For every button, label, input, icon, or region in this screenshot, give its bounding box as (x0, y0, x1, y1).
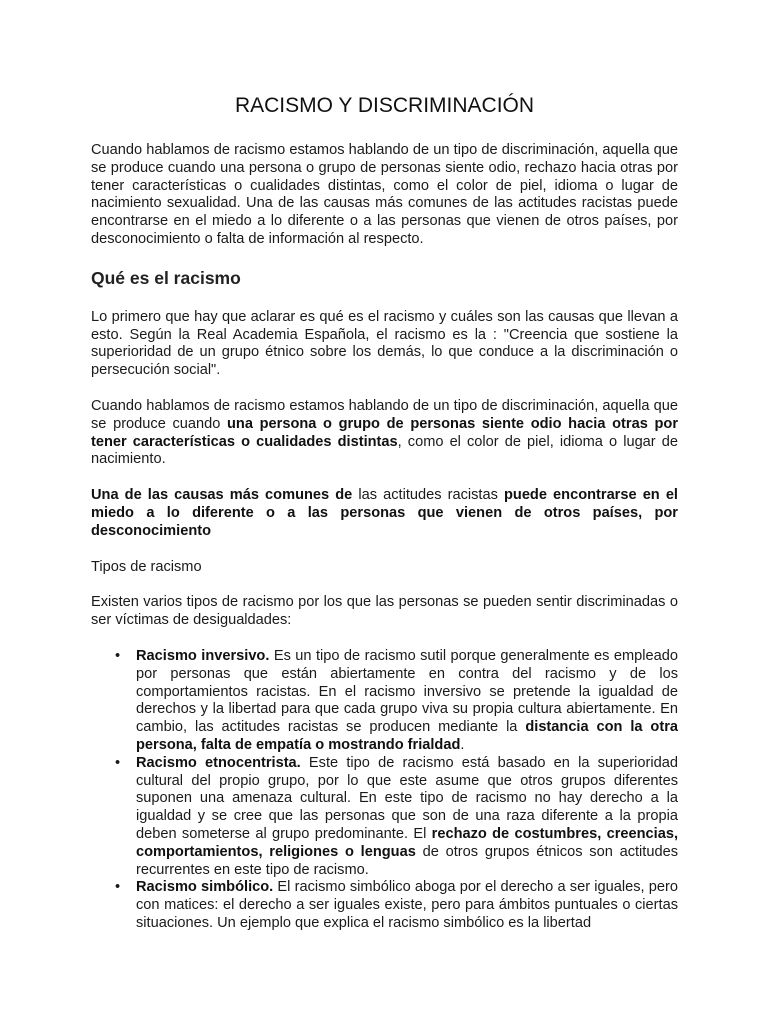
list-item-term: Racismo etnocentrista. (136, 754, 301, 771)
list-item (136, 648, 678, 755)
causes-paragraph (91, 487, 678, 540)
bold-text: Una de las causas más comunes de (91, 487, 353, 504)
list-item (136, 879, 678, 932)
list-item-tail: de otros grupos étnicos son actitudes recurrentes en este tipo de racismo. (136, 843, 678, 878)
list-item-text: Es un tipo de racismo sutil porque generalmente es empleado por personas que están abiertamente en contra del racismo y de los comportamientos racistas. En el racismo inversivo se pretende la igualdad de derechos y la libertad para que cada grupo viva su propia cultura abiertamente. En cambio, las actitudes racistas se producen mediante la (136, 647, 678, 736)
list-item-text: Este tipo de racismo está basado en la superioridad cultural del propio grupo, por lo que este asume que otros grupos diferentes suponen una amenaza cultural. En este tipo de racismo no hay derecho a la igualdad y se cree que las personas que son de una raza diferente a la propia deben someterse al grupo predominante. El (136, 754, 678, 842)
text-span: , como el color de piel, idioma o lugar de nacimiento. (91, 433, 678, 468)
list-item-tail: . (460, 736, 465, 753)
definition-paragraph: Lo primero que hay que aclarar es qué es el racismo y cuáles son las causas que llevan a esto. Según la Real Academia Española, el racismo es la : "Creencia que sostiene la superioridad de un grupo étnico sobre los demás, lo que conduce a la discriminación o persecución social". (91, 308, 678, 379)
list-item-emphasis: rechazo de costumbres, creencias, comportamientos, religiones o lenguas (136, 825, 679, 860)
text-span: Cuando hablamos de racismo estamos hablando de un tipo de discriminación, aquella que se produce cuando (91, 397, 678, 432)
bold-text: una persona o grupo de personas siente odio hacia otras por tener características o cualidades distintas (91, 415, 678, 450)
types-intro-paragraph: Existen varios tipos de racismo por los que las personas se pueden sentir discriminadas o ser víctimas de desigualdades: (91, 594, 678, 629)
intro-paragraph: Cuando hablamos de racismo estamos hablando de un tipo de discriminación, aquella que se produce cuando una persona o grupo de personas siente odio, rechazo hacia otras por tener características o cualidades distintas, como el color de piel, idioma o lugar de nacimiento sexualidad. Una de las causas más comunes de las actitudes racistas puede encontrarse en el miedo a lo diferente o a las personas que vienen de otros países, por desconocimiento o falta de información al respecto. (91, 142, 678, 247)
bold-text: puede encontrarse en el miedo a lo diferente o a las personas que vienen de otros países, por desconocimiento (91, 487, 678, 539)
list-item (136, 755, 678, 880)
racism-types-list (91, 648, 678, 933)
section-heading: Qué es el racismo (91, 267, 241, 288)
types-heading: Tipos de racismo (91, 558, 202, 575)
list-item-term: Racismo simbólico. (136, 879, 274, 896)
document-title: RACISMO Y DISCRIMINACIÓN (234, 94, 535, 117)
text-span: las actitudes racistas (352, 487, 504, 504)
list-item-emphasis: distancia con la otra persona, falta de empatía o mostrando frialdad (136, 719, 679, 753)
list-item-text: El racismo simbólico aboga por el derecho a ser iguales, pero con matices: el derecho a ser iguales existe, pero para ámbitos puntuales o ciertas situaciones. Un ejemplo que explica el racismo simbólico es la libertad (136, 879, 678, 931)
list-item-term: Racismo inversivo. (136, 647, 270, 664)
discrimination-paragraph (91, 398, 678, 469)
